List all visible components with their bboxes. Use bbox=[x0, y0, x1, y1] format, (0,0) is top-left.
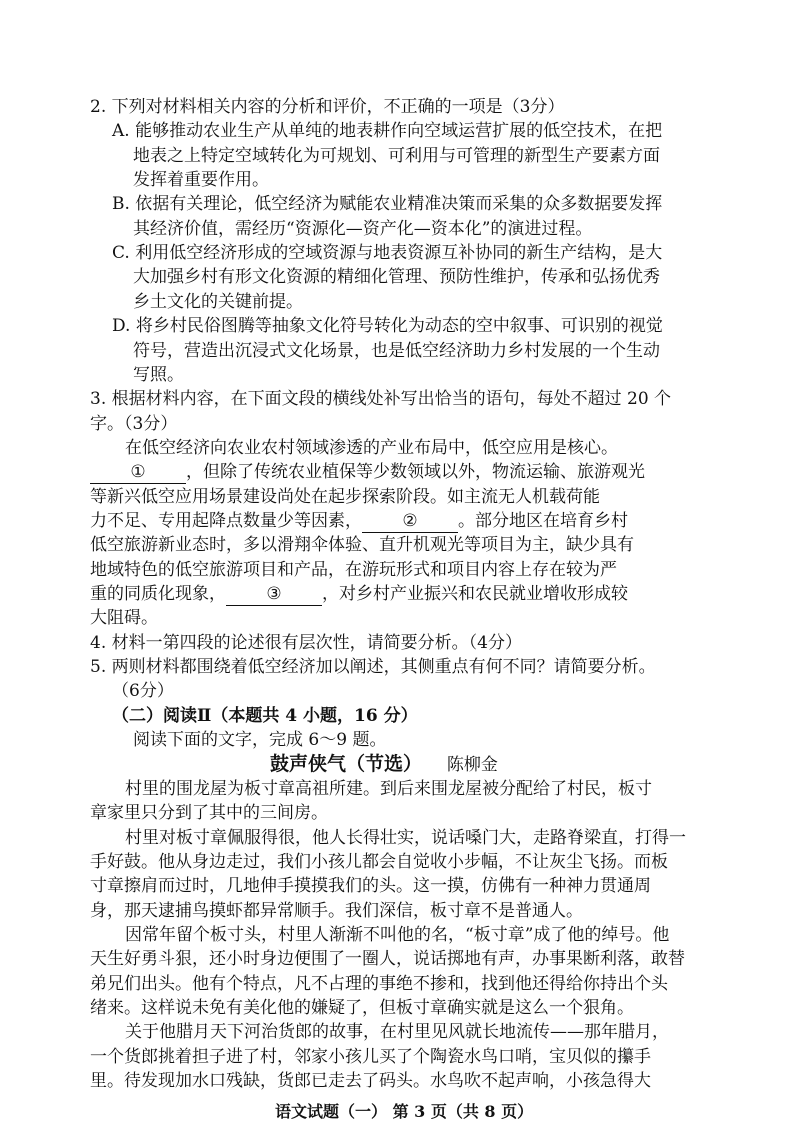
story-line-10: 绪来。这样说未免有美化他的嫌疑了，但板寸章确实就是这么一个狠角。 bbox=[90, 997, 634, 1018]
q2-option-c-line3: 乡土文化的关键前提。 bbox=[133, 291, 303, 312]
q3-passage-line1: 在低空经济向农业农村领域渗透的产业布局中，低空应用是核心。 bbox=[125, 437, 618, 458]
q2-option-d-line2: 符号，营造出沉浸式文化场景，也是低空经济助力乡村发展的一个生动 bbox=[133, 340, 660, 361]
q5-stem-line1: 5. 两则材料都围绕着低空经济加以阐述，其侧重点有何不同？请简要分析。 bbox=[90, 657, 656, 678]
q2-stem: 2. 下列对材料相关内容的分析和评价，不正确的一项是（3分） bbox=[90, 97, 565, 117]
q3-passage-line5: 低空旅游新业态时，多以滑翔伞体验、直升机观光等项目为主，缺少具有 bbox=[90, 535, 634, 556]
q3-stem-line1: 3. 根据材料内容，在下面文段的横线处补写出恰当的语句，每处不超过 20 个 bbox=[90, 389, 672, 410]
story-author: 陈柳金 bbox=[446, 755, 498, 776]
q3-passage-line4 bbox=[90, 510, 628, 533]
q2-option-d-line1: D. 将乡村民俗图腾等抽象文化符号转化为动态的空中叙事、可识别的视觉 bbox=[112, 316, 663, 337]
story-line-4: 手好鼓。他从身边走过，我们小孩儿都会自觉收小步幅，不让灰尘飞扬。而板 bbox=[90, 851, 668, 872]
q2-option-b-line1: B. 依据有关理论，低空经济为赋能农业精准决策而采集的众多数据要发挥 bbox=[112, 194, 663, 215]
answer-blank-2[interactable]: ② bbox=[362, 510, 458, 533]
story-line-8: 天生好勇斗狠，还小时身边便围了一圈人，说话掷地有声，办事果断利落，敢替 bbox=[90, 949, 685, 970]
q3-passage-line4b: 。部分地区在培育乡村 bbox=[458, 510, 628, 531]
q5-stem-line2: （6分） bbox=[112, 681, 174, 702]
q3-passage-line7b: ，对乡村产业振兴和农民就业增收形成较 bbox=[322, 584, 628, 604]
story-line-12: 一个货郎挑着担子进了村，邻家小孩儿买了个陶瓷水鸟口哨，宝贝似的攥手 bbox=[90, 1046, 651, 1067]
q3-stem-line2: 字。（3分） bbox=[90, 413, 178, 434]
page-footer: 语文试题（一） 第 3 页（共 8 页） bbox=[275, 1102, 534, 1121]
story-line-1: 村里的围龙屋为板寸章高祖所建。到后来围龙屋被分配给了村民，板寸 bbox=[125, 778, 652, 799]
section-instruction: 阅读下面的文字，完成 6～9 题。 bbox=[133, 730, 387, 751]
q2-option-c-line1: C. 利用低空经济形成的空域资源与地表资源互补协同的新生产结构，是大 bbox=[112, 243, 663, 264]
q2-option-d-line3: 写照。 bbox=[133, 364, 184, 385]
story-line-7: 因常年留个板寸头，村里人渐渐不叫他的名，“板寸章”成了他的绰号。他 bbox=[125, 924, 670, 945]
q2-option-c-line2: 大加强乡村有形文化资源的精细化管理、预防性维护，传承和弘扬优秀 bbox=[133, 267, 660, 288]
story-line-3: 村里对板寸章佩服得很，他人长得壮实，说话嗓门大，走路脊梁直，打得一 bbox=[125, 827, 686, 848]
story-line-9: 弟兄们出头。他有个特点，凡不占理的事绝不掺和，找到他还得给你持出个头 bbox=[90, 973, 668, 994]
q2-option-a-line1: A. 能够推动农业生产从单纯的地表耕作向空域运营扩展的低空技术，在把 bbox=[112, 121, 663, 142]
section-heading: （二）阅读Ⅱ（本题共 4 小题，16 分） bbox=[112, 705, 418, 726]
q3-passage-line7 bbox=[90, 583, 628, 606]
story-line-2: 章家里只分到了其中的三间房。 bbox=[90, 803, 328, 824]
q2-option-a-line3: 发挥着重要作用。 bbox=[133, 170, 269, 191]
answer-blank-1[interactable]: ① bbox=[90, 461, 186, 484]
q4-stem: 4. 材料一第四段的论述很有层次性，请简要分析。（4分） bbox=[90, 632, 522, 653]
story-line-13: 里。待发现加水口残缺，货郎已走去了码头。水鸟吹不起声响，小孩急得大 bbox=[90, 1071, 651, 1091]
q3-passage-line7a: 重的同质化现象， bbox=[90, 584, 226, 604]
story-line-11: 关于他腊月天下河治货郎的故事，在村里见风就长地流传——那年腊月， bbox=[125, 1022, 669, 1043]
q3-passage-line4a: 力不足、专用起降点数量少等因素， bbox=[90, 510, 362, 531]
story-line-5: 寸章擦肩而过时，几地伸手摸摸我们的头。这一摸，仿佛有一种神力贯通周 bbox=[90, 876, 651, 897]
q3-passage-line6: 地域特色的低空旅游项目和产品，在游玩形式和项目内容上存在较为严 bbox=[90, 559, 617, 580]
q2-option-b-line2: 其经济价值，需经历“资源化—资产化—资本化”的演进过程。 bbox=[133, 218, 593, 239]
q3-passage-line2-text: ，但除了传统农业植保等少数领域以外，物流运输、旅游观光 bbox=[186, 462, 645, 483]
story-header bbox=[270, 753, 498, 776]
q2-option-a-line2: 地表之上特定空域转化为可规划、可利用与可管理的新型生产要素方面 bbox=[133, 145, 660, 166]
q3-passage-line8: 大阻碍。 bbox=[90, 608, 158, 629]
story-title: 鼓声侠气（节选） bbox=[270, 753, 423, 776]
story-line-6: 身，那天逮捕鸟摸虾都异常顺手。我们深信，板寸章不是普通人。 bbox=[90, 900, 583, 921]
q3-passage-line2 bbox=[90, 461, 645, 484]
q3-passage-line3: 等新兴低空应用场景建设尚处在起步探索阶段。如主流无人机载荷能 bbox=[90, 486, 600, 507]
answer-blank-3[interactable]: ③ bbox=[226, 583, 322, 606]
